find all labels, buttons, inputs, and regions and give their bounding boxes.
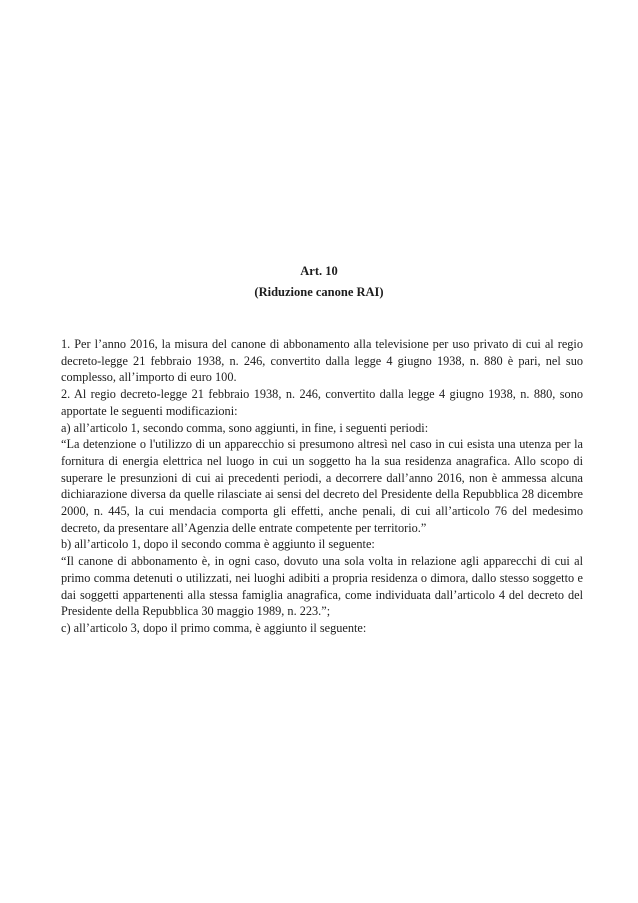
- paragraph-2b-quote: “Il canone di abbonamento è, in ogni caso, dovuto una sola volta in relazione agli apparecchi di cui al primo comma detenuti o utilizzati, nei luoghi adibiti a propria residenza o dimora, dallo stesso soggetto e dai soggetti appartenenti alla stessa famiglia anagrafica, come individuata dall’articolo 4 del decreto del Presidente della Repubblica 30 maggio 1989, n. 223.”;: [61, 554, 583, 619]
- paragraph-2a-quote: “La detenzione o l'utilizzo di un apparecchio si presumono altresì nel caso in cui esista una utenza per la fornitura di energia elettrica nel luogo in cui un soggetto ha la sua residenza anagrafica. Allo scopo di superare le presunzioni di cui ai precedenti periodi, a decorrere dall’anno 2016, non è ammessa alcuna dichiarazione diversa da quelle rilasciate ai sensi del decreto del Presidente della Repubblica 28 dicembre 2000, n. 445, la cui mendacia comporta gli effetti, anche penali, di cui all’articolo 76 del medesimo decreto, da presentare all’Agenzia delle entrate competente per territorio.”: [61, 437, 583, 535]
- paragraph-2: 2. Al regio decreto-legge 21 febbraio 1938, n. 246, convertito dalla legge 4 giugno 1938, n. 880, sono apportate le seguenti modificazioni:: [61, 387, 583, 418]
- article-body: [61, 336, 583, 637]
- paragraph-2c-intro: c) all’articolo 3, dopo il primo comma, è aggiunto il seguente:: [61, 620, 367, 635]
- article-number: Art. 10: [300, 264, 338, 278]
- article-subtitle: (Riduzione canone RAI): [254, 285, 384, 299]
- paragraph-2a-intro: a) all’articolo 1, secondo comma, sono aggiunti, in fine, i seguenti periodi:: [61, 420, 429, 435]
- paragraph-1: 1. Per l’anno 2016, la misura del canone di abbonamento alla televisione per uso privato di cui al regio decreto-legge 21 febbraio 1938, n. 246, convertito dalla legge 4 giugno 1938, n. 880 è pari, nel suo complesso, all’importo di euro 100.: [61, 337, 583, 385]
- paragraph-2b-intro: b) all’articolo 1, dopo il secondo comma è aggiunto il seguente:: [61, 537, 375, 552]
